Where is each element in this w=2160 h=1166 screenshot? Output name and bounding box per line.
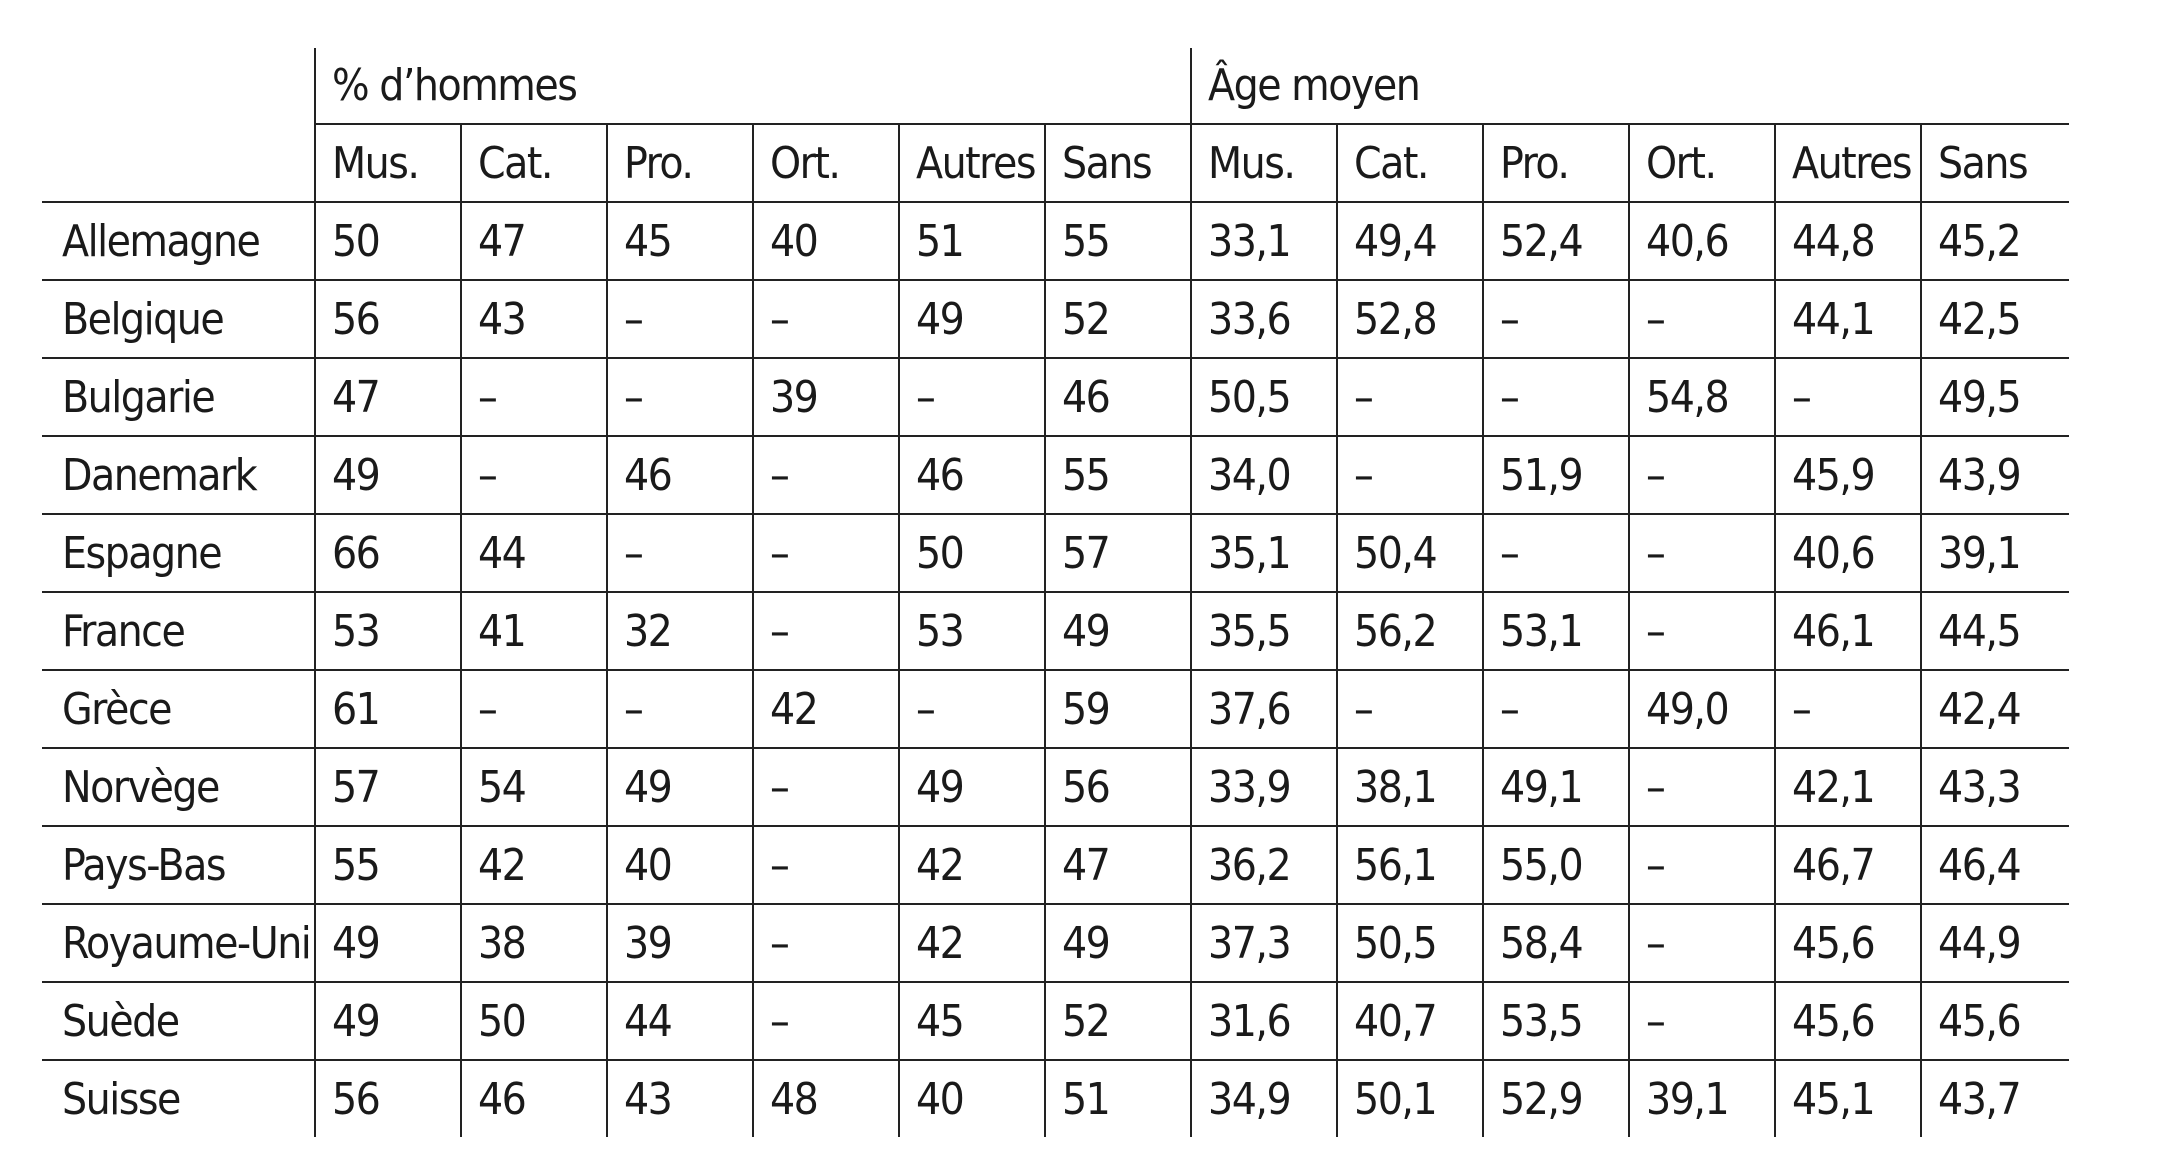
value-cell: 47 [315,358,461,436]
value-cell: 50,5 [1191,358,1337,436]
value-cell: 61 [315,670,461,748]
value-cell: – [899,670,1045,748]
value-cell: 49,0 [1629,670,1775,748]
value-cell: 45,2 [1921,202,2069,280]
value-cell: 45 [607,202,753,280]
value-cell: 53 [315,592,461,670]
value-cell: – [1629,748,1775,826]
value-cell: 43,3 [1921,748,2069,826]
value-cell: – [1629,514,1775,592]
value-cell: 49,1 [1483,748,1629,826]
table-row [42,202,2069,280]
country-cell: Grèce [42,670,315,748]
value-cell: 41 [461,592,607,670]
value-cell: 46 [607,436,753,514]
corner-cell [42,48,315,124]
value-cell: 52,8 [1337,280,1483,358]
value-cell: 47 [461,202,607,280]
value-cell: 36,2 [1191,826,1337,904]
value-cell: 55,0 [1483,826,1629,904]
value-cell: 42,1 [1775,748,1921,826]
column-header: Pro. [607,124,753,202]
country-cell: France [42,592,315,670]
value-cell: 50,1 [1337,1060,1483,1137]
value-cell: 40 [899,1060,1045,1137]
value-cell: – [607,280,753,358]
value-cell: 39,1 [1921,514,2069,592]
value-cell: 49 [899,280,1045,358]
value-cell: 48 [753,1060,899,1137]
value-cell: 39,1 [1629,1060,1775,1137]
value-cell: 45,1 [1775,1060,1921,1137]
value-cell: – [1629,982,1775,1060]
column-header: Mus. [1191,124,1337,202]
value-cell: 38 [461,904,607,982]
value-cell: 42 [753,670,899,748]
value-cell: 33,1 [1191,202,1337,280]
value-cell: 57 [315,748,461,826]
value-cell: 46,4 [1921,826,2069,904]
value-cell: – [753,826,899,904]
table-row [42,358,2069,436]
value-cell: 51 [1045,1060,1191,1137]
country-cell: Norvège [42,748,315,826]
value-cell: 45,9 [1775,436,1921,514]
country-cell: Espagne [42,514,315,592]
value-cell: 43 [607,1060,753,1137]
table-row [42,748,2069,826]
value-cell: 55 [1045,436,1191,514]
country-cell: Allemagne [42,202,315,280]
value-cell: – [607,670,753,748]
value-cell: 49 [899,748,1045,826]
value-cell: 55 [315,826,461,904]
value-cell: 53,5 [1483,982,1629,1060]
value-cell: 57 [1045,514,1191,592]
value-cell: 44,9 [1921,904,2069,982]
value-cell: 31,6 [1191,982,1337,1060]
value-cell: – [1629,436,1775,514]
value-cell: 37,3 [1191,904,1337,982]
value-cell: – [1629,826,1775,904]
value-cell: 49 [315,904,461,982]
table-row [42,904,2069,982]
value-cell: 44 [607,982,753,1060]
value-cell: – [753,514,899,592]
value-cell: 56 [315,280,461,358]
country-cell: Bulgarie [42,358,315,436]
value-cell: – [899,358,1045,436]
group-header-pct-men: % d’hommes [315,48,1191,124]
value-cell: 46 [899,436,1045,514]
value-cell: 45,6 [1921,982,2069,1060]
country-cell: Suisse [42,1060,315,1137]
column-header: Autres [1775,124,1921,202]
value-cell: 42,4 [1921,670,2069,748]
value-cell: 34,0 [1191,436,1337,514]
value-cell: 40,7 [1337,982,1483,1060]
value-cell: 50 [315,202,461,280]
value-cell: 51,9 [1483,436,1629,514]
value-cell: 35,5 [1191,592,1337,670]
country-cell: Royaume-Uni [42,904,315,982]
value-cell: 43 [461,280,607,358]
value-cell: 46 [461,1060,607,1137]
group-header-row [42,48,2069,124]
value-cell: 37,6 [1191,670,1337,748]
column-header-row [42,124,2069,202]
value-cell: 46,1 [1775,592,1921,670]
table-row [42,592,2069,670]
value-cell: – [1483,670,1629,748]
value-cell: – [461,670,607,748]
statistics-table [42,48,2069,1137]
value-cell: 33,9 [1191,748,1337,826]
table-row [42,514,2069,592]
column-header: Sans [1045,124,1191,202]
value-cell: 59 [1045,670,1191,748]
value-cell: 50 [461,982,607,1060]
value-cell: 45 [899,982,1045,1060]
value-cell: 43,9 [1921,436,2069,514]
country-cell: Belgique [42,280,315,358]
value-cell: – [461,358,607,436]
value-cell: 46,7 [1775,826,1921,904]
value-cell: – [1483,514,1629,592]
table-row [42,826,2069,904]
value-cell: 66 [315,514,461,592]
value-cell: 35,1 [1191,514,1337,592]
country-cell: Suède [42,982,315,1060]
value-cell: 49 [315,982,461,1060]
value-cell: 49 [1045,904,1191,982]
column-header: Ort. [753,124,899,202]
value-cell: – [1775,670,1921,748]
value-cell: – [753,748,899,826]
column-header: Cat. [1337,124,1483,202]
value-cell: 44,5 [1921,592,2069,670]
country-cell: Danemark [42,436,315,514]
value-cell: – [607,358,753,436]
value-cell: 58,4 [1483,904,1629,982]
value-cell: 50 [899,514,1045,592]
value-cell: 54 [461,748,607,826]
value-cell: 53,1 [1483,592,1629,670]
column-header: Pro. [1483,124,1629,202]
value-cell: – [753,982,899,1060]
table-row [42,436,2069,514]
value-cell: 50,5 [1337,904,1483,982]
value-cell: – [461,436,607,514]
country-cell: Pays-Bas [42,826,315,904]
value-cell: 49,5 [1921,358,2069,436]
value-cell: 34,9 [1191,1060,1337,1137]
value-cell: 42 [461,826,607,904]
value-cell: – [1629,904,1775,982]
value-cell: 44 [461,514,607,592]
value-cell: 40,6 [1629,202,1775,280]
value-cell: – [607,514,753,592]
value-cell: – [753,592,899,670]
column-header: Cat. [461,124,607,202]
value-cell: – [1337,358,1483,436]
value-cell: – [753,280,899,358]
value-cell: 56,1 [1337,826,1483,904]
value-cell: – [1337,436,1483,514]
value-cell: 42,5 [1921,280,2069,358]
value-cell: 56,2 [1337,592,1483,670]
value-cell: 56 [315,1060,461,1137]
value-cell: 46 [1045,358,1191,436]
value-cell: 53 [899,592,1045,670]
value-cell: 42 [899,826,1045,904]
value-cell: 49 [1045,592,1191,670]
value-cell: 44,1 [1775,280,1921,358]
value-cell: 40 [753,202,899,280]
value-cell: 39 [607,904,753,982]
value-cell: – [1337,670,1483,748]
column-header: Sans [1921,124,2069,202]
value-cell: 38,1 [1337,748,1483,826]
value-cell: – [1483,280,1629,358]
value-cell: 50,4 [1337,514,1483,592]
value-cell: 56 [1045,748,1191,826]
value-cell: 32 [607,592,753,670]
table-row [42,1060,2069,1137]
value-cell: 42 [899,904,1045,982]
value-cell: 49 [607,748,753,826]
value-cell: 51 [899,202,1045,280]
value-cell: 43,7 [1921,1060,2069,1137]
table-row [42,670,2069,748]
column-header: Autres [899,124,1045,202]
column-header: Ort. [1629,124,1775,202]
value-cell: 49,4 [1337,202,1483,280]
value-cell: – [1775,358,1921,436]
value-cell: 45,6 [1775,904,1921,982]
value-cell: 40 [607,826,753,904]
value-cell: 54,8 [1629,358,1775,436]
value-cell: 33,6 [1191,280,1337,358]
value-cell: 39 [753,358,899,436]
value-cell: – [753,436,899,514]
value-cell: 52 [1045,982,1191,1060]
value-cell: 49 [315,436,461,514]
value-cell: – [753,904,899,982]
value-cell: 52,9 [1483,1060,1629,1137]
value-cell: – [1629,592,1775,670]
table-row [42,280,2069,358]
value-cell: 47 [1045,826,1191,904]
value-cell: 52 [1045,280,1191,358]
value-cell: – [1629,280,1775,358]
value-cell: – [1483,358,1629,436]
column-header: Mus. [315,124,461,202]
group-header-mean-age: Âge moyen [1191,48,2069,124]
value-cell: 55 [1045,202,1191,280]
value-cell: 52,4 [1483,202,1629,280]
corner-cell [42,124,315,202]
table-row [42,982,2069,1060]
value-cell: 44,8 [1775,202,1921,280]
value-cell: 45,6 [1775,982,1921,1060]
value-cell: 40,6 [1775,514,1921,592]
